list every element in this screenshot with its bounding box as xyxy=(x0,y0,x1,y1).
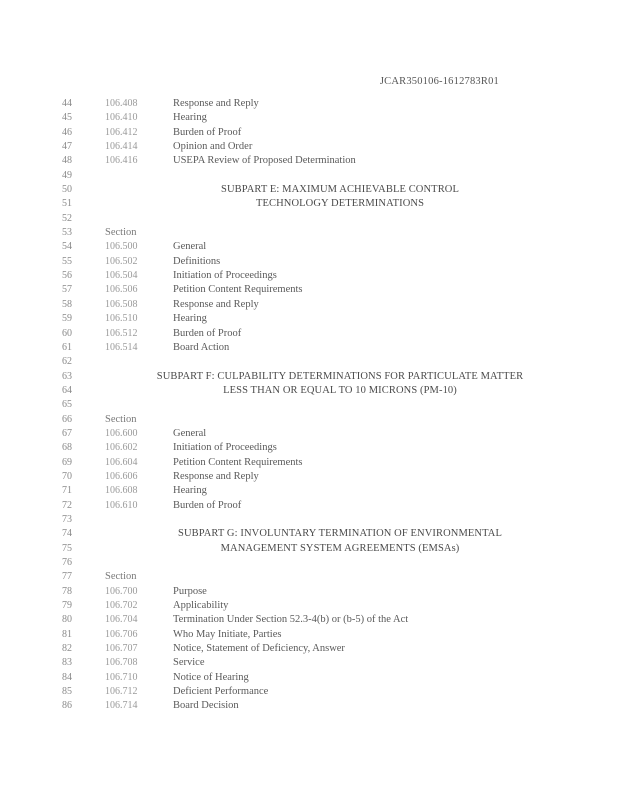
document-line xyxy=(62,126,582,140)
section-title: Response and Reply xyxy=(173,470,259,482)
line-number: 82 xyxy=(62,643,72,655)
document-line xyxy=(62,556,582,570)
document-line xyxy=(62,413,582,427)
section-number: 106.506 xyxy=(105,284,138,296)
line-number: 44 xyxy=(62,98,72,109)
subpart-heading: MANAGEMENT SYSTEM AGREEMENTS (EMSAs) xyxy=(220,542,460,554)
section-title: Definitions xyxy=(173,255,221,267)
line-number: 45 xyxy=(62,112,72,124)
document-line xyxy=(62,255,582,269)
document-line xyxy=(62,398,582,412)
line-number: 68 xyxy=(62,442,72,454)
section-column-label: Section xyxy=(105,227,137,239)
line-number: 79 xyxy=(62,600,72,612)
section-number: 106.512 xyxy=(105,327,138,339)
document-line xyxy=(62,327,582,341)
section-number: 106.602 xyxy=(105,442,138,454)
section-number: 106.608 xyxy=(105,485,138,497)
line-number: 58 xyxy=(62,298,72,310)
document-line xyxy=(62,183,582,197)
line-number: 63 xyxy=(62,370,72,382)
document-line xyxy=(62,169,582,183)
document-line xyxy=(62,283,582,297)
document-line xyxy=(62,527,582,541)
section-title: Response and Reply xyxy=(173,98,259,109)
subpart-heading: TECHNOLOGY DETERMINATIONS xyxy=(255,198,425,210)
document-line xyxy=(62,484,582,498)
document-line xyxy=(62,269,582,283)
line-number: 54 xyxy=(62,241,72,253)
document-line xyxy=(62,671,582,685)
line-number: 52 xyxy=(62,212,72,224)
section-title: Board Decision xyxy=(173,700,239,712)
document-line xyxy=(62,427,582,441)
line-number: 67 xyxy=(62,427,72,439)
document-line xyxy=(62,513,582,527)
document-line xyxy=(62,656,582,670)
section-number: 106.504 xyxy=(105,270,138,282)
table-of-contents xyxy=(62,97,582,714)
line-number: 51 xyxy=(62,198,72,210)
section-title: Purpose xyxy=(173,585,207,597)
line-number: 64 xyxy=(62,384,72,396)
section-number: 106.510 xyxy=(105,313,138,325)
line-number: 73 xyxy=(62,513,72,525)
section-number: 106.600 xyxy=(105,427,138,439)
section-number: 106.514 xyxy=(105,341,138,353)
section-title: Petition Content Requirements xyxy=(173,284,303,296)
document-line xyxy=(62,154,582,168)
document-line xyxy=(62,341,582,355)
document-line xyxy=(62,298,582,312)
line-number: 46 xyxy=(62,126,72,138)
document-line xyxy=(62,97,582,111)
document-line xyxy=(62,312,582,326)
line-number: 53 xyxy=(62,227,72,239)
section-title: General xyxy=(173,241,207,253)
document-line xyxy=(62,685,582,699)
section-number: 106.702 xyxy=(105,600,138,612)
section-number: 106.706 xyxy=(105,628,138,640)
section-title: Response and Reply xyxy=(173,298,259,310)
line-number: 65 xyxy=(62,399,72,411)
document-line xyxy=(62,599,582,613)
section-number: 106.708 xyxy=(105,657,138,669)
section-title: Initiation of Proceedings xyxy=(173,270,277,282)
line-number: 75 xyxy=(62,542,72,554)
document-line xyxy=(62,111,582,125)
line-number: 71 xyxy=(62,485,72,497)
section-number: 106.508 xyxy=(105,298,138,310)
subpart-heading: LESS THAN OR EQUAL TO 10 MICRONS (PM-10) xyxy=(223,384,457,396)
section-number: 106.606 xyxy=(105,470,138,482)
section-number: 106.704 xyxy=(105,614,138,626)
line-number: 84 xyxy=(62,671,72,683)
line-number: 86 xyxy=(62,700,72,712)
section-number: 106.500 xyxy=(105,241,138,253)
line-number: 69 xyxy=(62,456,72,468)
document-line xyxy=(62,197,582,211)
line-number: 57 xyxy=(62,284,72,296)
document-line xyxy=(62,542,582,556)
section-title: Termination Under Section 52.3-4(b) or (b-5) of the Act xyxy=(173,614,409,626)
section-number: 106.714 xyxy=(105,700,138,712)
line-number: 72 xyxy=(62,499,72,511)
document-line xyxy=(62,628,582,642)
line-number: 83 xyxy=(62,657,72,669)
section-number: 106.412 xyxy=(105,126,138,138)
line-number: 66 xyxy=(62,413,72,425)
document-line xyxy=(62,613,582,627)
section-title: Burden of Proof xyxy=(173,499,242,511)
line-number: 62 xyxy=(62,356,72,368)
document-line xyxy=(62,456,582,470)
section-title: Board Action xyxy=(173,341,230,353)
subpart-heading: SUBPART G: INVOLUNTARY TERMINATION OF ENVIRONMENTAL xyxy=(178,528,502,540)
line-number: 77 xyxy=(62,571,72,583)
document-line xyxy=(62,212,582,226)
document-line xyxy=(62,226,582,240)
section-title: Initiation of Proceedings xyxy=(173,442,277,454)
line-number: 81 xyxy=(62,628,72,640)
subpart-heading: SUBPART E: MAXIMUM ACHIEVABLE CONTROL xyxy=(221,184,459,196)
line-number: 78 xyxy=(62,585,72,597)
section-number: 106.707 xyxy=(105,643,138,655)
section-column-label: Section xyxy=(105,571,137,583)
section-number: 106.502 xyxy=(105,255,138,267)
section-title: Notice of Hearing xyxy=(173,671,249,683)
document-line xyxy=(62,470,582,484)
line-number: 55 xyxy=(62,255,72,267)
section-title: Notice, Statement of Deficiency, Answer xyxy=(173,643,345,655)
section-number: 106.604 xyxy=(105,456,138,468)
subpart-heading: SUBPART F: CULPABILITY DETERMINATIONS FOR PARTICULATE MATTER xyxy=(156,370,524,382)
line-number: 61 xyxy=(62,341,72,353)
document-line xyxy=(62,355,582,369)
line-number: 47 xyxy=(62,141,72,153)
line-number: 74 xyxy=(62,528,72,540)
line-number: 56 xyxy=(62,270,72,282)
line-number: 80 xyxy=(62,614,72,626)
document-line xyxy=(62,642,582,656)
section-number: 106.414 xyxy=(105,141,138,153)
line-number: 76 xyxy=(62,557,72,568)
document-line xyxy=(62,570,582,584)
line-number: 48 xyxy=(62,155,72,167)
section-title: Burden of Proof xyxy=(173,126,242,138)
section-column-label: Section xyxy=(105,413,137,425)
document-line xyxy=(62,240,582,254)
section-title: Hearing xyxy=(173,485,207,497)
section-title: Service xyxy=(173,657,205,669)
section-title: Who May Initiate, Parties xyxy=(173,628,282,640)
document-line xyxy=(62,699,582,713)
document-line xyxy=(62,499,582,513)
document-line xyxy=(62,140,582,154)
section-title: Opinion and Order xyxy=(173,141,253,153)
section-number: 106.700 xyxy=(105,585,138,597)
section-title: General xyxy=(173,427,207,439)
section-title: Burden of Proof xyxy=(173,327,242,339)
section-title: USEPA Review of Proposed Determination xyxy=(173,155,356,167)
section-title: Hearing xyxy=(173,313,207,325)
document-line xyxy=(62,585,582,599)
section-title: Hearing xyxy=(173,112,207,124)
line-number: 85 xyxy=(62,686,72,698)
section-number: 106.710 xyxy=(105,671,138,683)
document-id-header: JCAR350106-1612783R01 xyxy=(379,76,499,87)
document-line xyxy=(62,370,582,384)
section-number: 106.408 xyxy=(105,98,138,109)
section-title: Deficient Performance xyxy=(173,686,269,698)
line-number: 59 xyxy=(62,313,72,325)
document-line xyxy=(62,384,582,398)
document-line xyxy=(62,441,582,455)
section-number: 106.416 xyxy=(105,155,138,167)
line-number: 50 xyxy=(62,184,72,196)
section-number: 106.410 xyxy=(105,112,138,124)
line-number: 70 xyxy=(62,470,72,482)
section-number: 106.610 xyxy=(105,499,138,511)
line-number: 49 xyxy=(62,169,72,181)
section-title: Applicability xyxy=(173,600,229,612)
section-number: 106.712 xyxy=(105,686,138,698)
line-number: 60 xyxy=(62,327,72,339)
section-title: Petition Content Requirements xyxy=(173,456,303,468)
